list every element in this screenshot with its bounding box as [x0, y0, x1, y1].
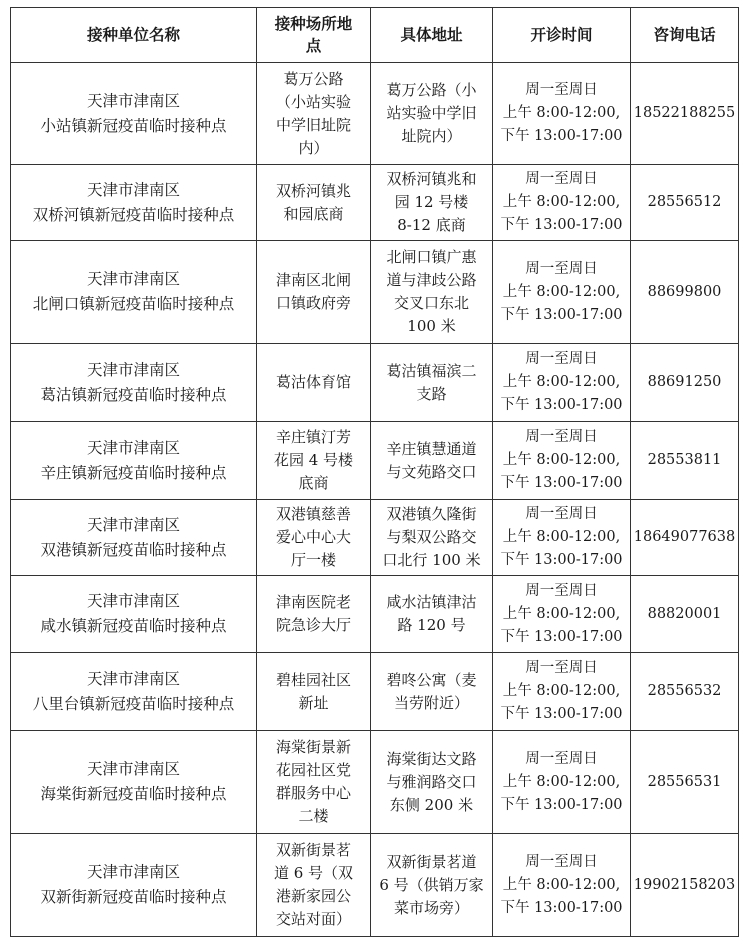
unit-name-cell-line: 天津市津南区: [86, 760, 180, 778]
address-cell-line: 与雅润路交口: [386, 772, 477, 791]
unit-name-cell: [11, 653, 257, 731]
phone-cell: 28553811: [631, 422, 739, 500]
vaccination-sites-table: [10, 7, 739, 937]
site-location-cell-line: 二楼: [298, 807, 329, 825]
unit-name-cell-line: 北闸口镇新冠疫苗临时接种点: [32, 295, 235, 313]
address-cell: [371, 422, 493, 500]
site-location-cell: [257, 241, 371, 344]
phone-cell: 28556512: [631, 165, 739, 241]
site-location-cell-line: 爱心中心大: [275, 528, 351, 546]
address-cell: [371, 165, 493, 241]
header-site-location-line: 点: [305, 37, 322, 55]
hours-cell: [493, 834, 631, 937]
hours-cell: [493, 63, 631, 165]
table-row: [11, 576, 739, 653]
address-cell: [371, 653, 493, 731]
hours-cell-line: 上午 8:00-12:00,: [502, 283, 621, 300]
hours-cell: [493, 344, 631, 422]
hours-cell-line: 周一至周日: [525, 750, 598, 767]
table-row: [11, 731, 739, 834]
address-cell-line: 支路: [416, 384, 447, 403]
unit-name-cell-line: 天津市津南区: [86, 180, 180, 199]
unit-name-cell-line: 小站镇新冠疫苗临时接种点: [40, 116, 227, 135]
site-location-cell-line: 花园社区党: [275, 761, 351, 779]
address-cell: [371, 731, 493, 834]
header-site-location: [257, 8, 371, 63]
unit-name-cell-line: 辛庄镇新冠疫苗临时接种点: [40, 463, 227, 482]
unit-name-cell: [11, 422, 257, 500]
site-location-cell-line: 口镇政府旁: [275, 294, 351, 312]
site-location-cell-line: 海棠街景新: [275, 738, 351, 756]
site-location-cell: [257, 500, 371, 576]
site-location-cell-line: 港新家园公: [275, 887, 351, 905]
unit-name-cell-line: 双新街新冠疫苗临时接种点: [40, 888, 227, 906]
site-location-cell-line: 群服务中心: [275, 784, 351, 802]
address-cell-line: 东侧 200 米: [389, 795, 474, 814]
hours-cell-line: 上午 8:00-12:00,: [502, 773, 621, 790]
unit-name-cell: [11, 500, 257, 576]
site-location-cell: [257, 576, 371, 653]
hours-cell-line: 下午 13:00-17:00: [500, 217, 623, 233]
address-cell: [371, 241, 493, 344]
unit-name-cell-line: 天津市津南区: [86, 515, 180, 534]
unit-name-cell-line: 葛沽镇新冠疫苗临时接种点: [40, 385, 227, 404]
site-location-cell: [257, 422, 371, 500]
unit-name-cell-line: 天津市津南区: [86, 91, 180, 110]
site-location-cell-line: 葛万公路: [283, 69, 344, 88]
address-cell-line: 与文苑路交口: [386, 462, 477, 481]
table-row: [11, 653, 739, 731]
hours-cell-line: 周一至周日: [525, 506, 598, 522]
address-cell-line: 100 米: [407, 317, 456, 335]
header-site-location-line: 接种场所地: [274, 15, 353, 33]
site-location-cell-line: 花园 4 号楼: [273, 451, 354, 469]
hours-cell-line: 周一至周日: [525, 660, 598, 676]
address-cell-line: 交叉口东北: [393, 294, 469, 312]
unit-name-cell: [11, 344, 257, 422]
table-row: [11, 241, 739, 344]
unit-name-cell-line: 天津市津南区: [86, 270, 180, 288]
hours-cell-line: 下午 13:00-17:00: [500, 475, 623, 491]
hours-cell-line: 下午 13:00-17:00: [500, 796, 623, 813]
hours-cell: [493, 241, 631, 344]
address-cell: [371, 834, 493, 937]
hours-cell: [493, 653, 631, 731]
table-body: [11, 63, 739, 937]
hours-cell-line: 上午 8:00-12:00,: [502, 605, 621, 622]
unit-name-cell-line: 天津市津南区: [86, 863, 180, 881]
table-row: [11, 834, 739, 937]
hours-cell-line: 下午 13:00-17:00: [500, 397, 623, 413]
table-row: [11, 165, 739, 241]
address-cell-line: 双桥河镇兆和: [386, 170, 477, 188]
phone-cell: 88691250: [631, 344, 739, 422]
site-location-cell-line: 院急诊大厅: [275, 616, 351, 634]
hours-cell-line: 上午 8:00-12:00,: [502, 105, 621, 121]
address-cell-line: 菜市场旁）: [393, 898, 469, 917]
site-location-cell-line: 双港镇慈善: [275, 505, 351, 523]
hours-cell-line: 周一至周日: [525, 429, 598, 445]
unit-name-cell-line: 海棠街新冠疫苗临时接种点: [40, 785, 227, 803]
site-location-cell-line: 辛庄镇汀芳: [275, 428, 351, 446]
site-location-cell-line: 碧桂园社区: [275, 670, 351, 689]
address-cell: [371, 63, 493, 165]
address-cell: [371, 344, 493, 422]
unit-name-cell-line: 天津市津南区: [86, 669, 180, 688]
phone-cell: 18649077638: [631, 500, 739, 576]
hours-cell: [493, 422, 631, 500]
unit-name-cell: [11, 834, 257, 937]
unit-name-cell-line: 天津市津南区: [86, 360, 180, 379]
site-location-cell: [257, 63, 371, 165]
unit-name-cell-line: 双港镇新冠疫苗临时接种点: [40, 540, 227, 559]
hours-cell-line: 下午 13:00-17:00: [500, 706, 623, 722]
hours-cell-line: 周一至周日: [525, 82, 598, 98]
address-cell-line: 园 12 号楼: [394, 193, 469, 211]
address-cell-line: 葛万公路（小: [386, 81, 477, 99]
address-cell: [371, 576, 493, 653]
hours-cell-line: 上午 8:00-12:00,: [502, 529, 621, 545]
phone-cell: 88699800: [631, 241, 739, 344]
header-phone: 咨询电话: [631, 8, 739, 63]
site-location-cell-line: 和园底商: [283, 204, 344, 223]
unit-name-cell: [11, 731, 257, 834]
hours-cell-line: 周一至周日: [525, 171, 598, 187]
site-location-cell-line: 双桥河镇兆: [275, 181, 351, 200]
hours-cell-line: 下午 13:00-17:00: [500, 306, 623, 323]
address-cell-line: 咸水沽镇津沽: [386, 593, 477, 611]
table-row: [11, 422, 739, 500]
hours-cell-line: 周一至周日: [525, 853, 598, 870]
unit-name-cell: [11, 576, 257, 653]
phone-cell: 19902158203: [631, 834, 739, 937]
site-location-cell-line: 津南区北闸: [275, 271, 351, 289]
header-hours: 开诊时间: [493, 8, 631, 63]
site-location-cell-line: 内）: [298, 138, 329, 157]
table-row: [11, 500, 739, 576]
site-location-cell-line: 中学旧址院: [275, 115, 351, 134]
unit-name-cell-line: 咸水镇新冠疫苗临时接种点: [40, 617, 227, 635]
unit-name-cell: [11, 63, 257, 165]
site-location-cell: [257, 165, 371, 241]
site-location-cell-line: 底商: [298, 474, 329, 492]
table-header-row: [11, 8, 739, 63]
address-cell-line: 双港镇久隆街: [386, 505, 477, 523]
hours-cell-line: 下午 13:00-17:00: [500, 128, 623, 144]
site-location-cell-line: 葛沽体育馆: [275, 373, 351, 391]
site-location-cell-line: （小站实验: [275, 92, 351, 111]
table-row: [11, 344, 739, 422]
unit-name-cell-line: 双桥河镇新冠疫苗临时接种点: [32, 205, 235, 224]
phone-cell: 28556532: [631, 653, 739, 731]
hours-cell-line: 周一至周日: [525, 260, 598, 277]
hours-cell-line: 上午 8:00-12:00,: [502, 452, 621, 468]
phone-cell: 28556531: [631, 731, 739, 834]
hours-cell-line: 下午 13:00-17:00: [500, 552, 623, 568]
phone-cell: 88820001: [631, 576, 739, 653]
address-cell-line: 口北行 100 米: [382, 551, 481, 569]
table-row: [11, 63, 739, 165]
hours-cell-line: 周一至周日: [525, 582, 598, 599]
site-location-cell-line: 交站对面）: [275, 910, 351, 928]
unit-name-cell-line: 天津市津南区: [86, 592, 180, 610]
hours-cell-line: 上午 8:00-12:00,: [502, 683, 621, 699]
address-cell-line: 路 120 号: [397, 616, 466, 634]
site-location-cell: [257, 731, 371, 834]
unit-name-cell-line: 天津市津南区: [86, 438, 180, 457]
site-location-cell-line: 津南医院老: [275, 593, 351, 611]
address-cell-line: 碧咚公寓（麦: [386, 670, 477, 689]
site-location-cell-line: 厅一楼: [290, 551, 336, 569]
address-cell-line: 辛庄镇慧通道: [386, 439, 477, 458]
header-unit-name: 接种单位名称: [11, 8, 257, 63]
hours-cell: [493, 500, 631, 576]
address-cell-line: 8-12 底商: [397, 216, 466, 234]
site-location-cell-line: 双新街景茗: [275, 841, 351, 859]
unit-name-cell: [11, 165, 257, 241]
address-cell-line: 海棠街达文路: [386, 749, 477, 768]
site-location-cell-line: 道 6 号（双: [273, 864, 354, 882]
address-cell-line: 与梨双公路交: [386, 528, 477, 546]
hours-cell-line: 下午 13:00-17:00: [500, 628, 623, 645]
address-cell-line: 站实验中学旧: [386, 104, 477, 122]
hours-cell: [493, 165, 631, 241]
phone-cell: 18522188255: [631, 63, 739, 165]
address-cell-line: 当劳附近）: [393, 693, 469, 712]
hours-cell: [493, 731, 631, 834]
address-cell-line: 北闸口镇广惠: [386, 248, 477, 266]
address-cell-line: 葛沽镇福滨二: [386, 361, 477, 380]
site-location-cell: [257, 653, 371, 731]
site-location-cell-line: 新址: [298, 693, 329, 712]
hours-cell-line: 上午 8:00-12:00,: [502, 194, 621, 210]
address-cell-line: 6 号（供销万家: [379, 875, 484, 894]
unit-name-cell-line: 八里台镇新冠疫苗临时接种点: [32, 694, 235, 713]
address-cell: [371, 500, 493, 576]
hours-cell-line: 下午 13:00-17:00: [500, 899, 623, 916]
site-location-cell: [257, 344, 371, 422]
hours-cell-line: 周一至周日: [525, 351, 598, 367]
site-location-cell: [257, 834, 371, 937]
header-address: 具体地址: [371, 8, 493, 63]
address-cell-line: 道与津歧公路: [386, 271, 477, 289]
hours-cell: [493, 576, 631, 653]
address-cell-line: 址院内）: [401, 127, 462, 145]
hours-cell-line: 上午 8:00-12:00,: [502, 374, 621, 390]
unit-name-cell: [11, 241, 257, 344]
address-cell-line: 双新街景茗道: [386, 852, 477, 871]
hours-cell-line: 上午 8:00-12:00,: [502, 876, 621, 893]
